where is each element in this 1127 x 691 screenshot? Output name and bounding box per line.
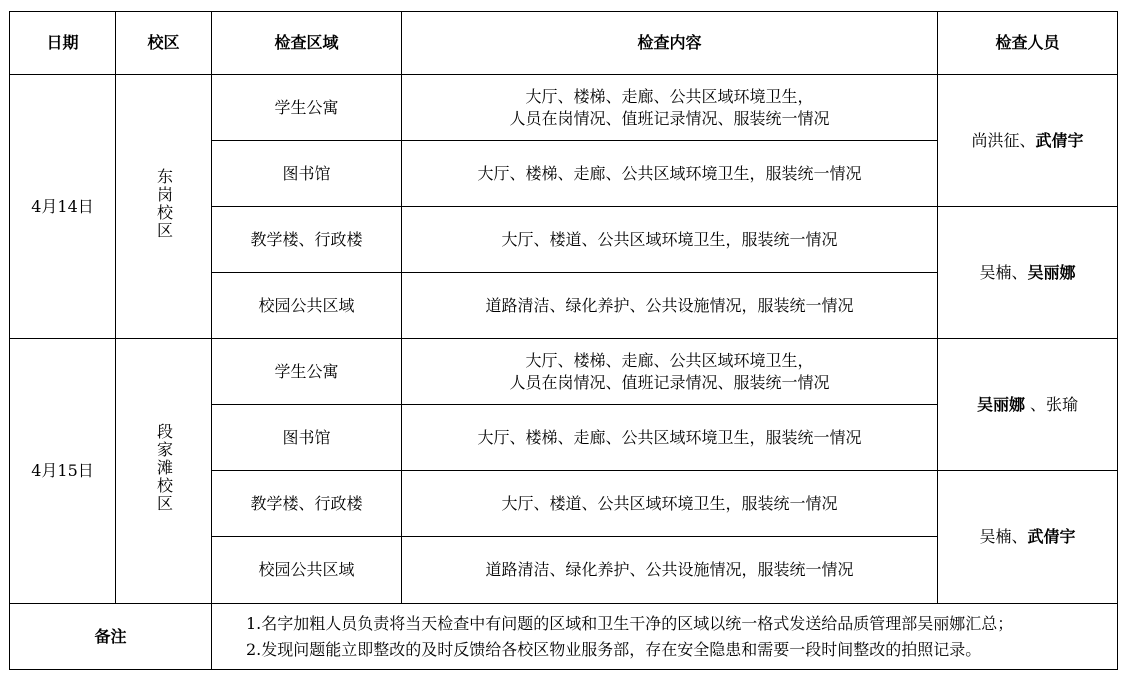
date-cell: 4月14日	[10, 75, 116, 339]
campus-cell	[116, 339, 212, 604]
area-cell: 学生公寓	[212, 339, 402, 405]
inspector-cell	[938, 339, 1118, 471]
inspector-name: 尚洪征、	[971, 130, 1036, 150]
inspector-cell	[938, 207, 1118, 339]
inspector-lead-name: 武倩宇	[1035, 130, 1084, 150]
campus-name: 东岗校区	[154, 167, 174, 240]
campus-name: 段家滩校区	[154, 423, 174, 513]
header-campus: 校区	[116, 12, 212, 75]
content-cell: 道路清洁、绿化养护、公共设施情况，服装统一情况	[402, 273, 938, 339]
inspector-name: 吴楠、	[979, 527, 1028, 546]
remarks-content	[212, 604, 1118, 670]
content-line: 大厅、楼梯、走廊、公共区域环境卫生，	[525, 86, 814, 106]
content-cell	[402, 75, 938, 141]
header-content: 检查内容	[402, 12, 938, 75]
area-cell: 教学楼、行政楼	[212, 207, 402, 273]
content-cell	[402, 339, 938, 405]
area-cell: 校园公共区域	[212, 273, 402, 339]
table-row	[10, 339, 1118, 405]
content-cell: 大厅、楼道、公共区域环境卫生，服装统一情况	[402, 207, 938, 273]
remark-line-2: 2.发现问题能立即整改的及时反馈给各校区物业服务部，存在安全隐患和需要一段时间整改的拍照记录。	[246, 639, 982, 659]
remark-line-1: 1.名字加粗人员负责将当天检查中有问题的区域和卫生干净的区域以统一格式发送给品质管理部吴丽娜汇总；	[246, 613, 1014, 633]
remarks-row	[10, 604, 1118, 670]
content-cell: 道路清洁、绿化养护、公共设施情况，服装统一情况	[402, 537, 938, 604]
inspector-name: 吴楠、	[979, 262, 1028, 282]
area-cell: 教学楼、行政楼	[212, 471, 402, 537]
inspector-lead-name: 吴丽娜	[976, 394, 1025, 414]
inspector-cell	[938, 75, 1118, 207]
header-row	[10, 12, 1118, 75]
area-cell: 图书馆	[212, 405, 402, 471]
area-cell: 图书馆	[212, 141, 402, 207]
area-cell: 学生公寓	[212, 75, 402, 141]
date-cell: 4月15日	[10, 339, 116, 604]
table-row	[10, 75, 1118, 141]
content-line: 人员在岗情况、值班记录情况、服装统一情况	[509, 372, 830, 392]
area-cell: 校园公共区域	[212, 537, 402, 604]
header-inspector: 检查人员	[938, 12, 1118, 75]
inspector-cell	[938, 471, 1118, 604]
inspector-lead-name: 吴丽娜	[1027, 262, 1076, 282]
inspection-table	[9, 11, 1118, 670]
inspection-schedule	[9, 11, 1118, 670]
content-cell: 大厅、楼梯、走廊、公共区域环境卫生，服装统一情况	[402, 405, 938, 471]
content-line: 大厅、楼梯、走廊、公共区域环境卫生，	[525, 350, 814, 370]
content-cell: 大厅、楼梯、走廊、公共区域环境卫生，服装统一情况	[402, 141, 938, 207]
content-line: 人员在岗情况、值班记录情况、服装统一情况	[509, 108, 830, 128]
remarks-label: 备注	[10, 604, 212, 670]
header-area: 检查区域	[212, 12, 402, 75]
inspector-name: 、张瑜	[1024, 394, 1079, 414]
campus-cell	[116, 75, 212, 339]
header-date: 日期	[10, 12, 116, 75]
inspector-lead-name: 武倩宇	[1027, 527, 1076, 546]
content-cell: 大厅、楼道、公共区域环境卫生，服装统一情况	[402, 471, 938, 537]
